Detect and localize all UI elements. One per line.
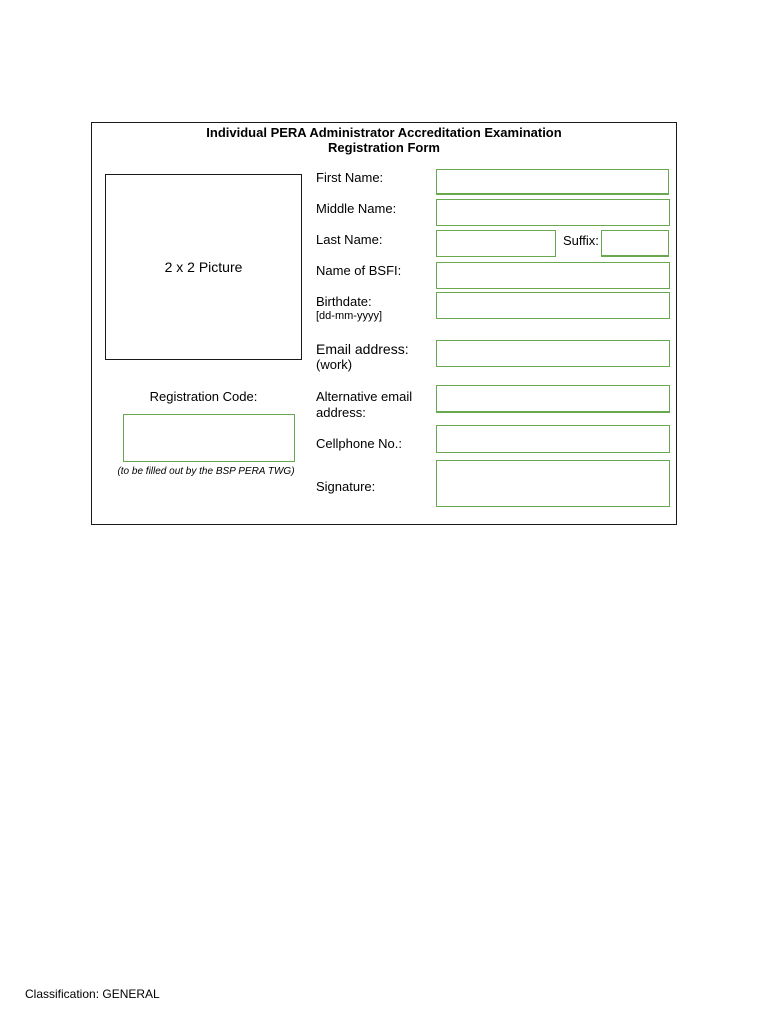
- alt-email-label: [316, 389, 412, 421]
- cellphone-field[interactable]: [436, 425, 670, 453]
- last-name-field[interactable]: [436, 230, 556, 257]
- last-name-label: Last Name:: [316, 232, 383, 247]
- suffix-label: Suffix:: [563, 233, 599, 248]
- bsfi-label: Name of BSFI:: [316, 263, 402, 278]
- registration-form: [91, 122, 677, 525]
- birthdate-format: [dd-mm-yyyy]: [316, 310, 382, 322]
- alt-email-sub: address:: [316, 405, 366, 420]
- alt-email-field[interactable]: [436, 385, 670, 413]
- birthdate-label-text: Birthdate:: [316, 294, 372, 309]
- form-title-line2: Registration Form: [328, 140, 440, 155]
- registration-code-label: Registration Code:: [149, 389, 258, 404]
- signature-field[interactable]: [436, 460, 670, 507]
- bsfi-field[interactable]: [436, 262, 670, 289]
- alt-email-label-text: Alternative email: [316, 389, 413, 404]
- email-field[interactable]: [436, 340, 670, 367]
- form-title-line1: Individual PERA Administrator Accreditation Examination: [206, 125, 562, 140]
- cellphone-label: Cellphone No.:: [316, 436, 402, 451]
- first-name-field[interactable]: [436, 169, 669, 195]
- registration-code-note: (to be filled out by the BSP PERA TWG): [117, 466, 295, 477]
- email-label-text: Email address:: [316, 341, 409, 357]
- form-title: [92, 125, 676, 155]
- picture-placeholder: 2 x 2 Picture: [164, 259, 243, 275]
- registration-code-field[interactable]: [123, 414, 295, 462]
- email-label: [316, 341, 409, 373]
- birthdate-label: [316, 294, 382, 323]
- classification-footer: Classification: GENERAL: [25, 987, 160, 1001]
- suffix-field[interactable]: [601, 230, 669, 257]
- signature-label: Signature:: [316, 479, 376, 494]
- middle-name-field[interactable]: [436, 199, 670, 226]
- birthdate-field[interactable]: [436, 292, 670, 319]
- picture-box: [105, 174, 302, 360]
- email-sub: (work): [316, 357, 353, 372]
- middle-name-label: Middle Name:: [316, 201, 397, 216]
- first-name-label: First Name:: [316, 170, 384, 185]
